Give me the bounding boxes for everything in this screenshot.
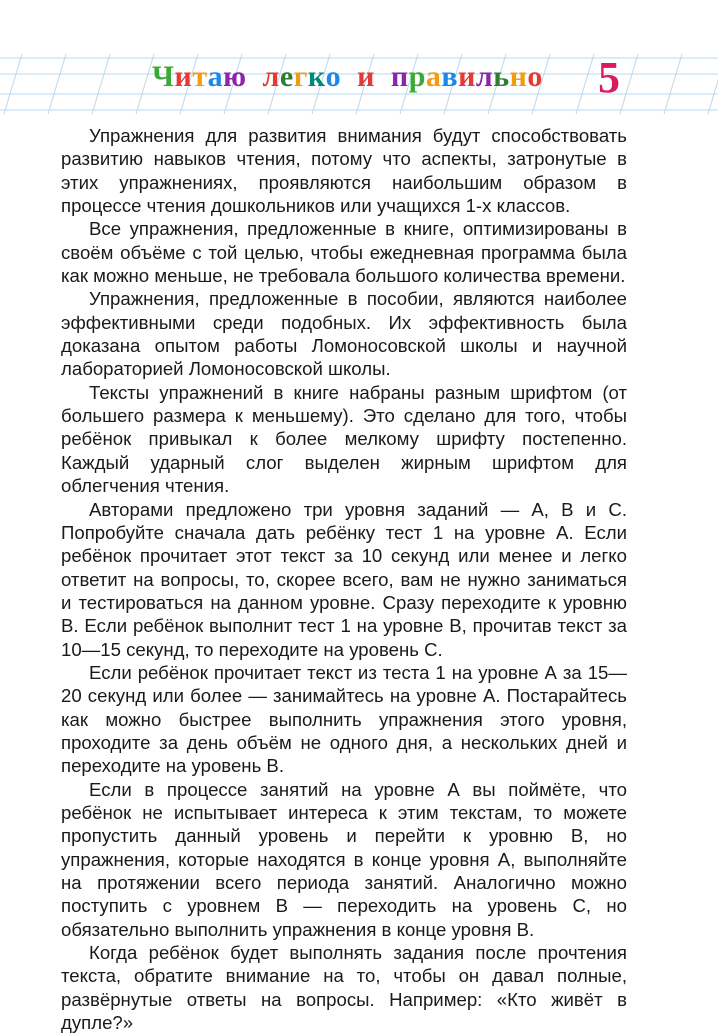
title-letter: р — [408, 60, 426, 93]
title-letter: в — [441, 60, 459, 93]
paragraph: Упражнения для развития внимания будут способствовать развитию навыков чтения, потому что аспекты, затронутые в этих упражнениях, проявляются наибольшим образом в процессе чтения дошкольников или учащихся 1-х классов. — [61, 125, 627, 217]
paragraph: Авторами предложено три уровня заданий — А, В и С. Попробуйте сначала дать ребёнку тест 1 на уровне А. Если ребёнок прочитает этот текст за 10 секунд или менее и легко ответит на вопросы, то, скорее всего, вам не нужно заниматься и тестироваться на данном уровне. Сразу переходите к уровню В. Если ребёнок выполнит тест 1 на уровне В, прочитав текст за 10—15 секунд, то переходите на уровень С. — [61, 498, 627, 660]
page-number: 5 — [598, 53, 620, 102]
paragraph: Тексты упражнений в книге набраны разным шрифтом (от большего размера к меньшему). Это сделано для того, чтобы ребёнок привыкал к более мелкому шрифту постепенно. Каждый ударный слог выделен жирным шрифтом для облегчения чтения. — [61, 381, 627, 497]
paragraph: Если в процессе занятий на уровне А вы поймёте, что ребёнок не испытывает интереса к этим текстам, то можете пропустить данный уровень и перейти к уровню В, но упражнения, которые находятся в конце уровня А, выполняйте на протяжении всего периода занятий. Аналогично можно поступить с уровнем В — переходить на уровень С, но обязательно выполнить упражнения в конце уровня В. — [61, 778, 627, 940]
page-body — [61, 124, 627, 1034]
title-letter: Ч — [152, 60, 175, 93]
title-letter: к — [307, 60, 326, 93]
title-letter: о — [325, 60, 342, 93]
paragraph: Если ребёнок прочитает текст из теста 1 на уровне А за 15—20 секунд или более — занимайтесь на уровне А. Постарайтесь как можно быстрее выполнить упражнения этого уровня, проходите за день объём не одного дня, а нескольких дней и переходите на уровень В. — [61, 661, 627, 777]
title-letter: и — [458, 60, 476, 93]
title-letter: г — [293, 60, 308, 93]
title-letter: о — [527, 60, 543, 93]
title-letter: п — [390, 60, 409, 93]
title-letter: и — [174, 60, 193, 93]
page-header — [0, 0, 718, 118]
title-letter: а — [207, 60, 224, 93]
page-title — [152, 60, 543, 94]
title-letter: ь — [493, 60, 510, 93]
paragraph: Упражнения, предложенные в пособии, являются наиболее эффективными среди подобных. Их эффективность была доказана опытом работы Ломоносовской школы и научной лабораторией Ломоносовской школы. — [61, 288, 627, 380]
title-letter: ю — [223, 60, 247, 93]
title-letter: и — [357, 60, 375, 93]
paragraph: Когда ребёнок будет выполнять задания после прочтения текста, обратите внимание на то, чтобы он давал полные, развёрнутые ответы на вопросы. Например: «Кто живёт в дупле?» — [61, 942, 627, 1034]
title-letter — [375, 60, 391, 94]
title-letter: л — [475, 60, 494, 93]
title-letter: л — [262, 60, 280, 93]
title-letter: е — [279, 60, 294, 93]
title-letter: а — [425, 60, 442, 93]
paragraph: Все упражнения, предложенные в книге, оптимизированы в своём объёме с той целью, чтобы ежедневная программа была как можно меньше, не требовала большого количества времени. — [61, 218, 627, 287]
title-letter: н — [509, 60, 528, 93]
title-letter: т — [192, 60, 208, 93]
title-letter — [341, 60, 357, 94]
title-letter — [247, 60, 263, 94]
